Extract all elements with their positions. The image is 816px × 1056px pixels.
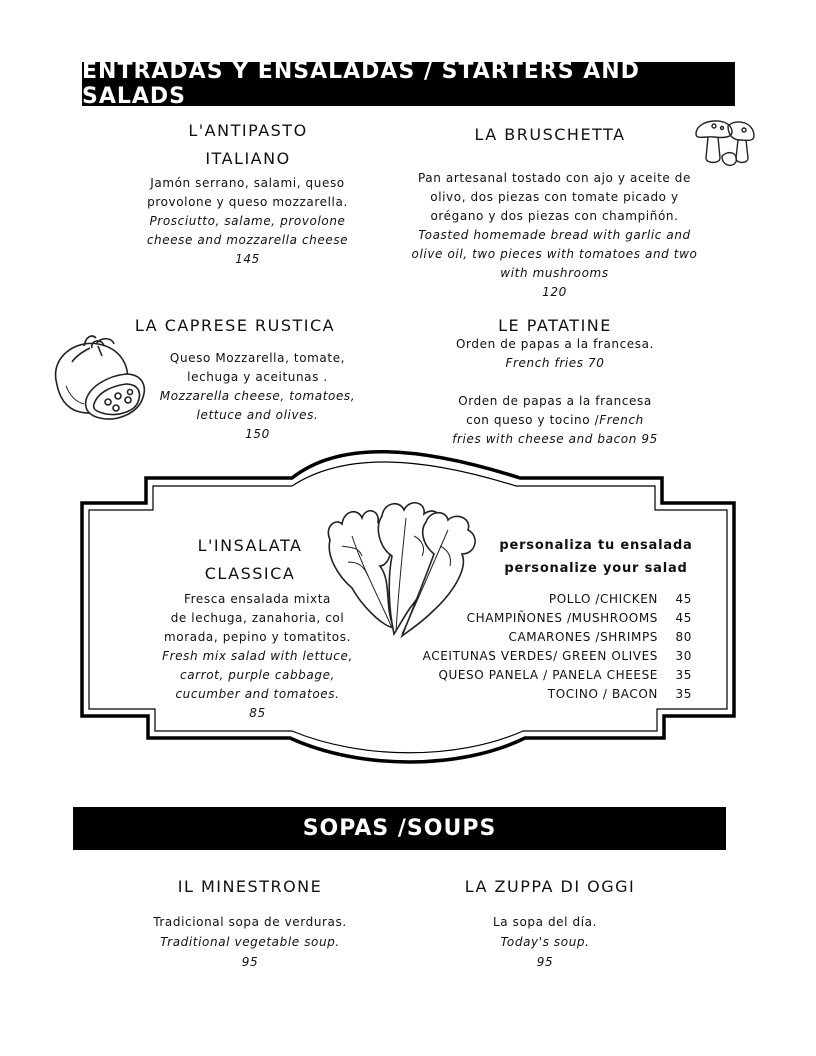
soups-banner-text: SOPAS /SOUPS bbox=[302, 816, 497, 841]
minestrone-title: IL MINESTRONE bbox=[177, 877, 323, 896]
antipasto-title: L'ANTIPASTO ITALIANO bbox=[188, 121, 308, 168]
antipasto-description: Jamón serrano, salami, queso provolone y queso mozzarella. Prosciutto, salame, provolone cheese and mozzarella cheese 145 bbox=[130, 174, 365, 269]
starters-banner-text: ENTRADAS Y ENSALADAS / STARTERS AND SALADS bbox=[82, 59, 640, 109]
addon-row: POLLO /CHICKEN 45 bbox=[548, 592, 692, 606]
bruschetta-description: Pan artesanal tostado con ajo y aceite de olivo, dos piezas con tomate picado y orégano y dos piezas con champiñón. Toasted homemade bread with garlic and olive oil, two pieces with tomatoes and two with mushrooms 120 bbox=[392, 169, 717, 302]
addon-row: CAMARONES /SHRIMPS 80 bbox=[508, 630, 692, 644]
zuppa-price: 95 bbox=[536, 955, 554, 969]
zuppa-description: La sopa del día. Today's soup. 95 bbox=[445, 912, 645, 972]
minestrone-price: 95 bbox=[241, 955, 259, 969]
insalata-title: L'INSALATA CLASSICA bbox=[197, 536, 303, 583]
patatine-title: LE PATATINE bbox=[498, 316, 612, 335]
caprese-description: Queso Mozzarella, tomate, lechuga y aceitunas . Mozzarella cheese, tomatoes, lettuce and olives. 150 bbox=[145, 349, 370, 444]
minestrone-description: Tradicional sopa de verduras. Traditional vegetable soup. 95 bbox=[125, 912, 375, 972]
zuppa-title: LA ZUPPA DI OGGI bbox=[464, 877, 636, 896]
addon-row: TOCINO / BACON 35 bbox=[547, 687, 692, 701]
insalata-price: 85 bbox=[249, 706, 266, 720]
soups-banner bbox=[73, 807, 726, 850]
addon-row: QUESO PANELA / PANELA CHEESE 35 bbox=[438, 668, 692, 682]
patatine-fries-price: French fries 70 bbox=[505, 356, 605, 370]
patatine-cheese-bacon-price: fries with cheese and bacon 95 bbox=[452, 432, 658, 446]
antipasto-price: 145 bbox=[235, 252, 260, 266]
addons-heading: personaliza tu ensalada personalize your salad bbox=[499, 538, 693, 576]
addon-row: ACEITUNAS VERDES/ GREEN OLIVES 30 bbox=[422, 649, 692, 663]
addon-row: CHAMPIÑONES /MUSHROOMS 45 bbox=[466, 611, 692, 625]
patatine-description: Orden de papas a la francesa. French fries 70 Orden de papas a la francesa con queso y tocino /French fries with cheese and bacon 95 bbox=[420, 335, 690, 449]
insalata-description: Fresca ensalada mixta de lechuga, zanahoria, col morada, pepino y tomatitos. Fresh mix salad with lettuce, carrot, purple cabbage, cucumber and tomatoes. 85 bbox=[135, 590, 380, 723]
addons-list bbox=[380, 590, 692, 704]
caprese-price: 150 bbox=[245, 427, 270, 441]
caprese-title: LA CAPRESE RUSTICA bbox=[134, 316, 336, 335]
bruschetta-price: 120 bbox=[542, 285, 567, 299]
bruschetta-title: LA BRUSCHETTA bbox=[474, 125, 626, 144]
